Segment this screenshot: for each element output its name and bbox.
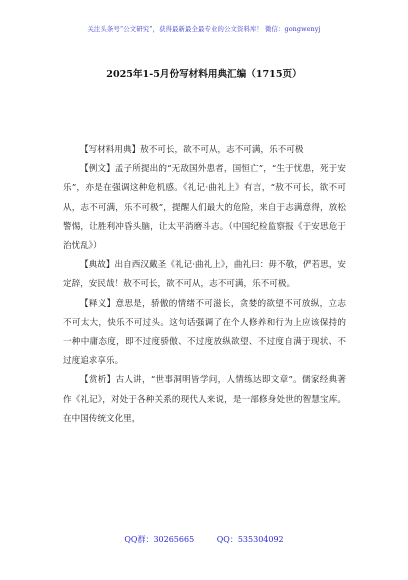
document-title: 2025年1-5月份写材料用典汇编（1715页） — [106, 69, 302, 80]
paragraph-text: 孟子所提出的“无敌国外患者，国恒亡”，“生于忧患，死于安乐”，亦是在强调这种危机感。《礼记·曲礼上》有言，“敖不可长，欲不可从，志不可满，乐不可极”，提醒人们最大的危险，来自于志满意得，放松警惕，让胜利冲昏头脑，让太平消磨斗志。（中国纪检监察报《于安思危于治忧乱》） — [63, 164, 346, 252]
header-note: 关注头条号“公文研究”，获得最新最全最专业的公文资料库！ 微信：gongwenyj — [87, 25, 321, 33]
paragraph-tag: 【例文】 — [80, 164, 115, 175]
footer-qq-group: QQ群：30265665 — [124, 535, 195, 544]
paragraph-appreciation — [63, 371, 346, 429]
paragraph-tag: 【释义】 — [80, 298, 116, 309]
paragraph-meaning — [63, 295, 346, 372]
paragraph-allusion — [63, 256, 346, 294]
footer-contacts — [0, 534, 408, 545]
document-body — [63, 141, 346, 429]
footer-qq: QQ：535304092 — [216, 535, 284, 544]
paragraph-tag: 【典故】 — [80, 260, 115, 271]
paragraph-text: 敖不可长，欲不可从，志不可满，乐不可极 — [140, 145, 304, 155]
paragraph-text: 出自西汉戴圣《礼记·曲礼上》，曲礼曰：毋不敬，俨若思，安定辞，安民哉！敖不可长，欲不可从，志不可满，乐不可极。 — [63, 260, 346, 290]
paragraph-text: 古人讲，“世事洞明皆学问，人情练达即文章”。儒家经典著作《礼记》，对处于各种关系的现代人来说，是一部修身处世的智慧宝库。在中国传统文化里， — [63, 375, 346, 424]
paragraph-example — [63, 160, 346, 256]
paragraph-tag: 【写材料用典】 — [80, 145, 141, 155]
paragraph-usage — [63, 141, 346, 160]
paragraph-tag: 【赏析】 — [80, 375, 116, 386]
paragraph-text: 意思是，骄傲的情绪不可滋长，贪婪的欲望不可放纵，立志不可太大，快乐不可过头。这句话强调了在个人修养和行为上应该保持的一种中庸态度，即不过度骄傲、不过度放纵欲望、不过度自满于现状、不过度追求享乐。 — [63, 298, 346, 367]
